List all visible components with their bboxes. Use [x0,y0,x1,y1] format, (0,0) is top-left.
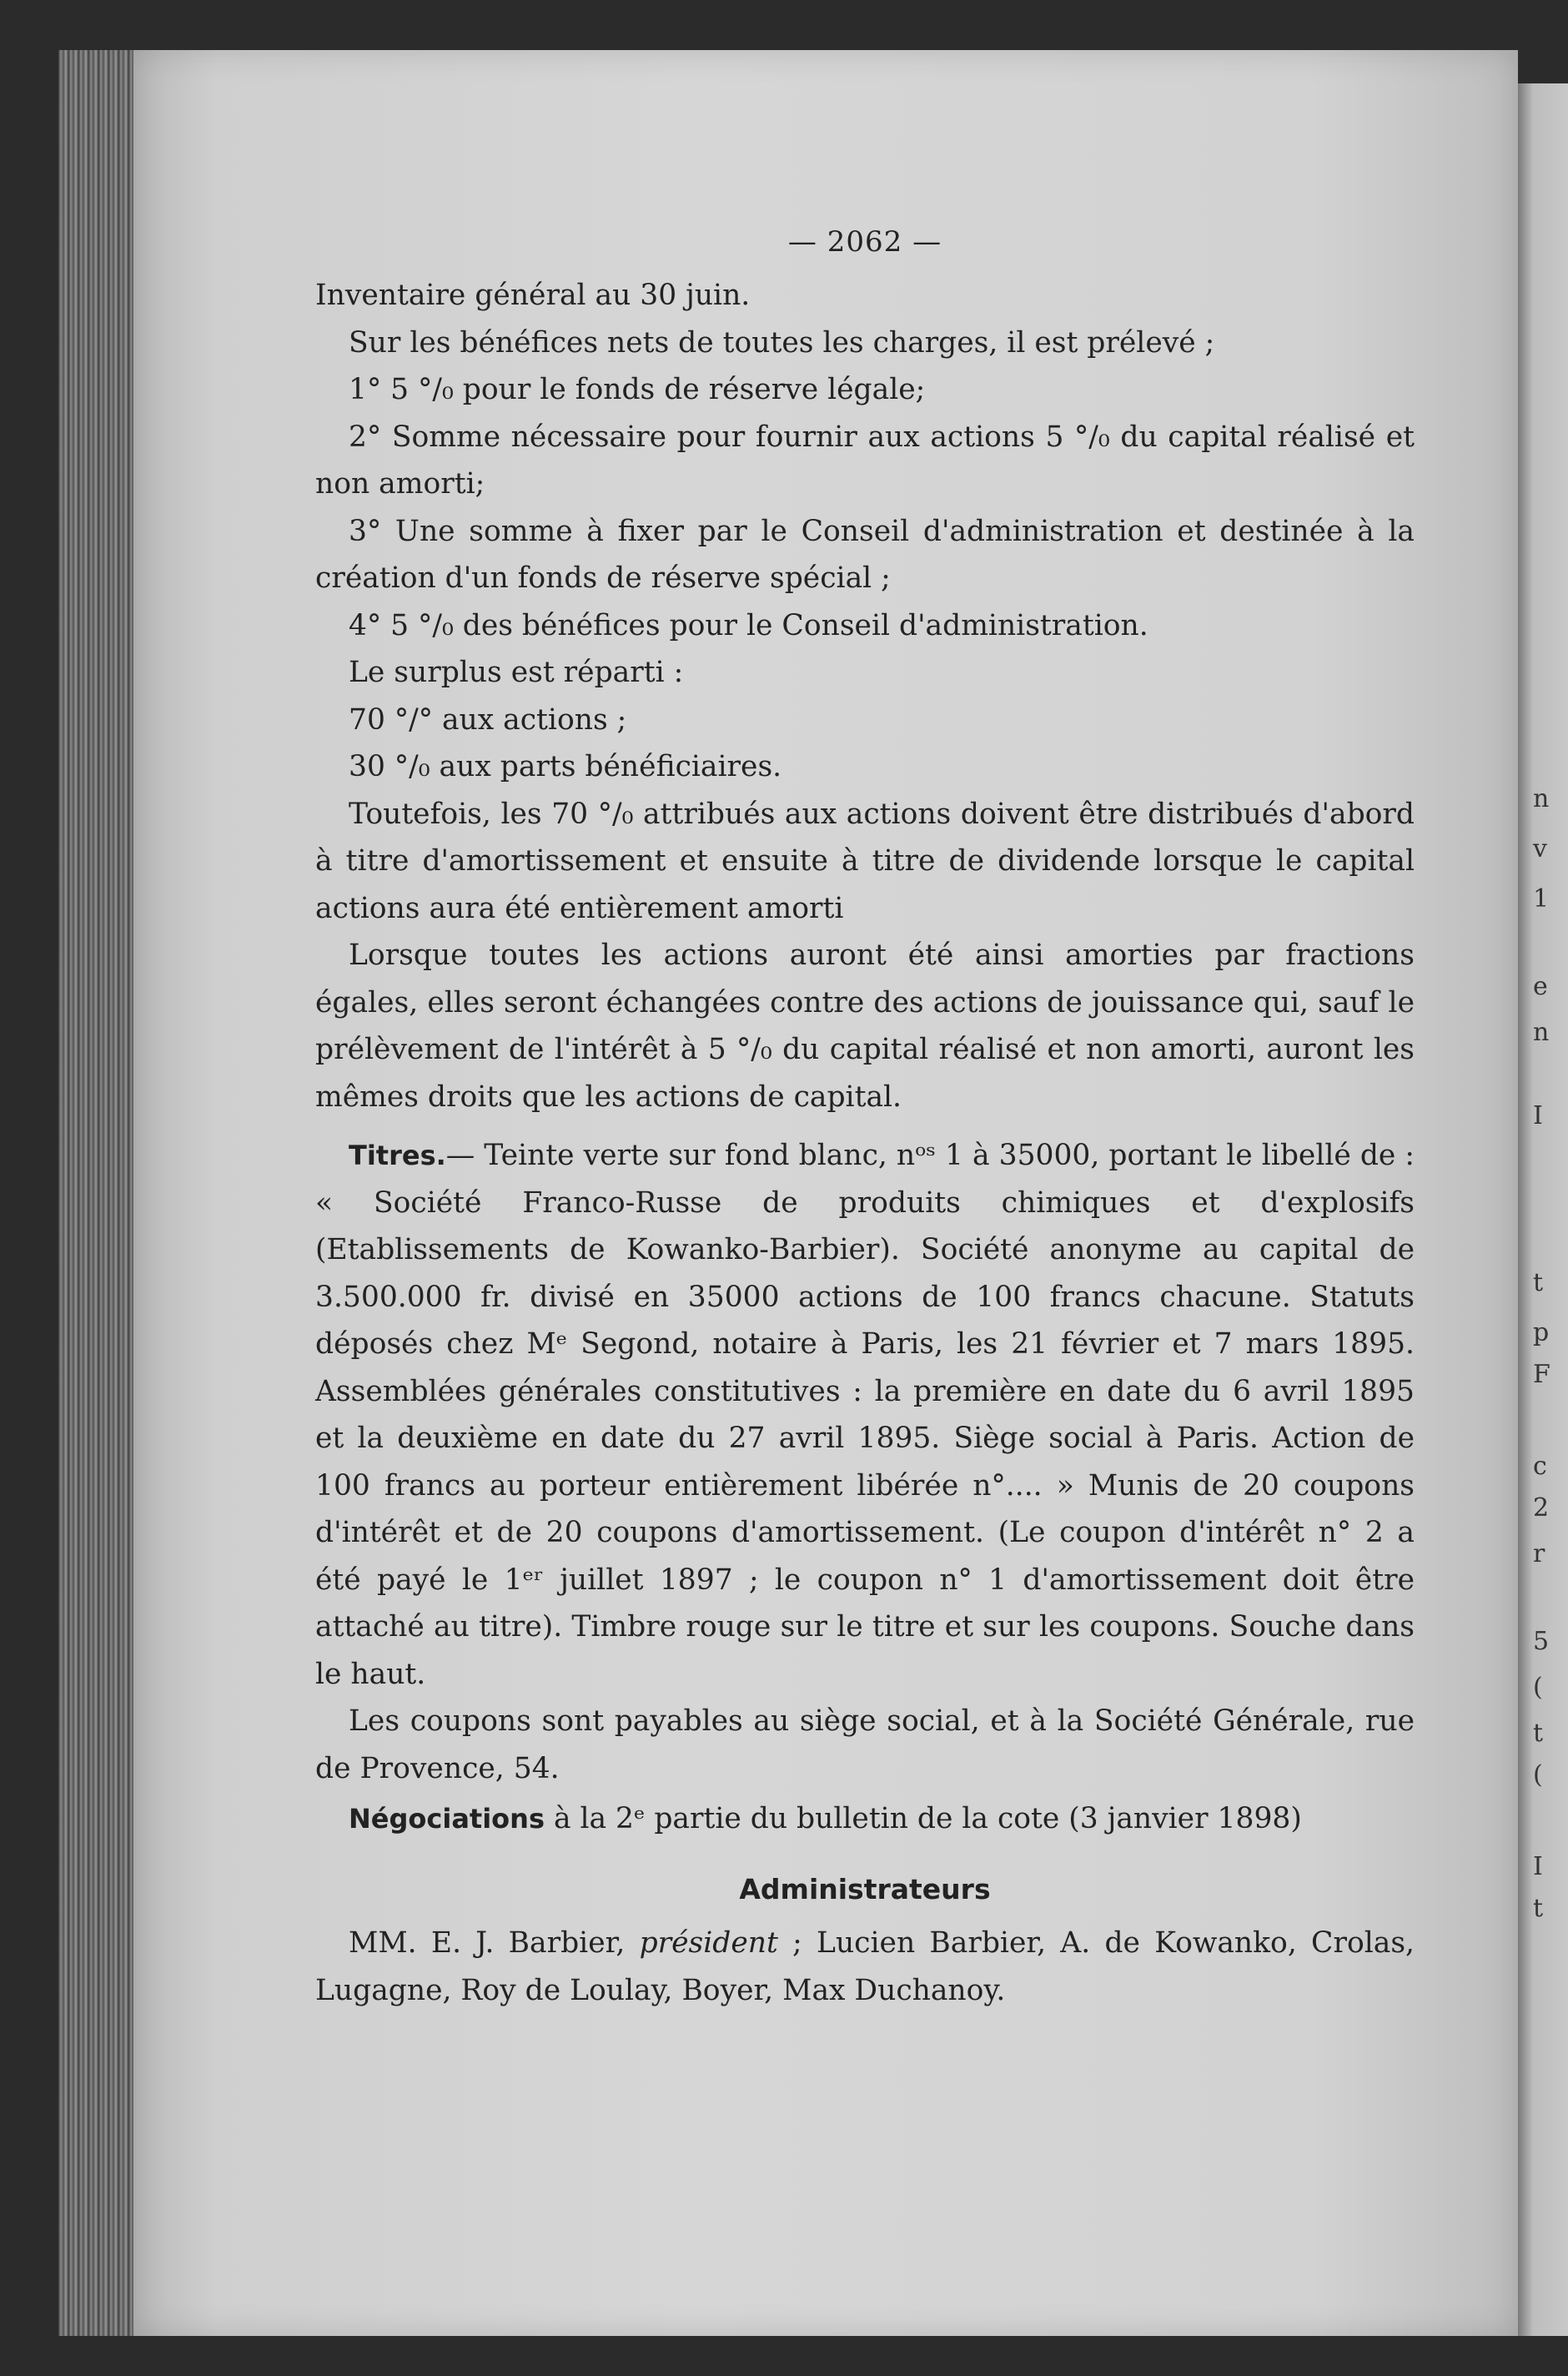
admin-rest: ; Lucien Barbier, A. de Kowanko, Crolas, Lugagne, Roy de Loulay, Boyer, Max Duchanoy. [315,1926,1415,2007]
page-text [315,225,1415,2014]
next-page-letter: I [1533,1852,1543,1881]
next-page-letter: c [1533,1452,1547,1481]
paragraph-negociations [315,1795,1415,1843]
page-number: — 2062 — [787,225,942,259]
next-page-letter: F [1533,1360,1550,1389]
paragraph-benefices: Sur les bénéfices nets de toutes les charges, il est prélevé ; [349,325,1215,360]
next-page-letter: t [1533,1719,1544,1748]
paragraph-surplus: Le surplus est réparti : [349,656,684,689]
next-page-strip [1518,83,1568,2336]
titres-label: Titres. [349,1140,446,1171]
paragraph-item-4: 4° 5 °/₀ des bénéfices pour le Conseil d'administration. [349,608,1148,642]
paragraph-item-1: 1° 5 °/₀ pour le fonds de réserve légale; [349,373,926,406]
paragraph-item-3: 3° Une somme à fixer par le Conseil d'administration et destinée à la création d'un fonds de réserve spécial ; [315,514,1415,595]
paragraph-lorsque: Lorsque toutes les actions auront été ainsi amorties par fractions égales, elles seront échangées contre des actions de jouissance qui, sauf le prélèvement de l'intérêt à 5 °/₀ du capital réalisé et non amorti, auront les mêmes droits que les actions de capital. [315,939,1415,1114]
next-page-letter: r [1533,1539,1545,1568]
next-page-letter: ( [1533,1760,1543,1790]
administrateurs-title: Administrateurs [739,1872,991,1905]
paragraph-inventaire: Inventaire général au 30 juin. [315,279,751,312]
next-page-letter: e [1533,972,1548,1001]
book-page-edges [58,50,142,2336]
next-page-letter: t [1533,1894,1544,1923]
next-page-letter: 5 [1533,1627,1550,1656]
paragraph-titres [315,1132,1415,1698]
titres-text: — Teinte verte sur fond blanc, nᵒˢ 1 à 35000, portant le libellé de : « Société Franco-Russe de produits chimiques et d'explosifs (Etablissements de Kowanko-Barbier). Société anonyme au capital de 3.500.000 fr. divisé en 35000 actions de 100 francs chacune. Statuts déposés chez Mᵉ Segond, notaire à Paris, les 21 février et 7 mars 1895. Assemblées générales constitutives : la première en date du 6 avril 1895 et la deuxième en date du 27 avril 1895. Siège social à Paris. Action de 100 francs au porteur entièrement libérée n°.... » Munis de 20 coupons d'intérêt et de 20 coupons d'amortissement. (Le coupon d'intérêt n° 2 a été payé le 1ᵉʳ juillet 1897 ; le coupon n° 1 d'amortissement doit être attaché au titre). Timbre rouge sur le titre et sur les coupons. Souche dans le haut. [315,1139,1415,1691]
next-page-letter: 1 [1533,884,1550,914]
paragraph-administrateurs [315,1920,1415,2014]
next-page-letter: p [1533,1318,1550,1347]
paragraph-parts-30: 30 °/₀ aux parts bénéficiaires. [349,750,782,783]
admin-prefix: MM. E. J. Barbier, [349,1926,640,1960]
negociations-text: à la 2ᵉ partie du bulletin de la cote (3 janvier 1898) [544,1802,1302,1835]
paragraph-coupons: Les coupons sont payables au siège social, et à la Société Générale, rue de Provence, 54. [315,1704,1415,1785]
admin-role: président [639,1926,778,1960]
next-page-letter: I [1533,1101,1543,1130]
next-page-letter: n [1533,784,1550,813]
next-page-letter: ( [1533,1673,1543,1702]
paragraph-toutefois: Toutefois, les 70 °/₀ attribués aux actions doivent être distribués d'abord à titre d'amortissement et ensuite à titre de dividende lorsque le capital actions aura été entièrement amorti [315,797,1415,925]
next-page-letter: t [1533,1268,1544,1297]
next-page-letter: v [1533,834,1547,863]
next-page-letter: n [1533,1018,1550,1047]
negociations-label: Négociations [349,1803,545,1835]
paragraph-actions-70: 70 °/° aux actions ; [349,702,627,737]
next-page-letter: 2 [1533,1493,1550,1523]
paragraph-item-2: 2° Somme nécessaire pour fournir aux actions 5 °/₀ du capital réalisé et non amorti; [315,420,1415,501]
